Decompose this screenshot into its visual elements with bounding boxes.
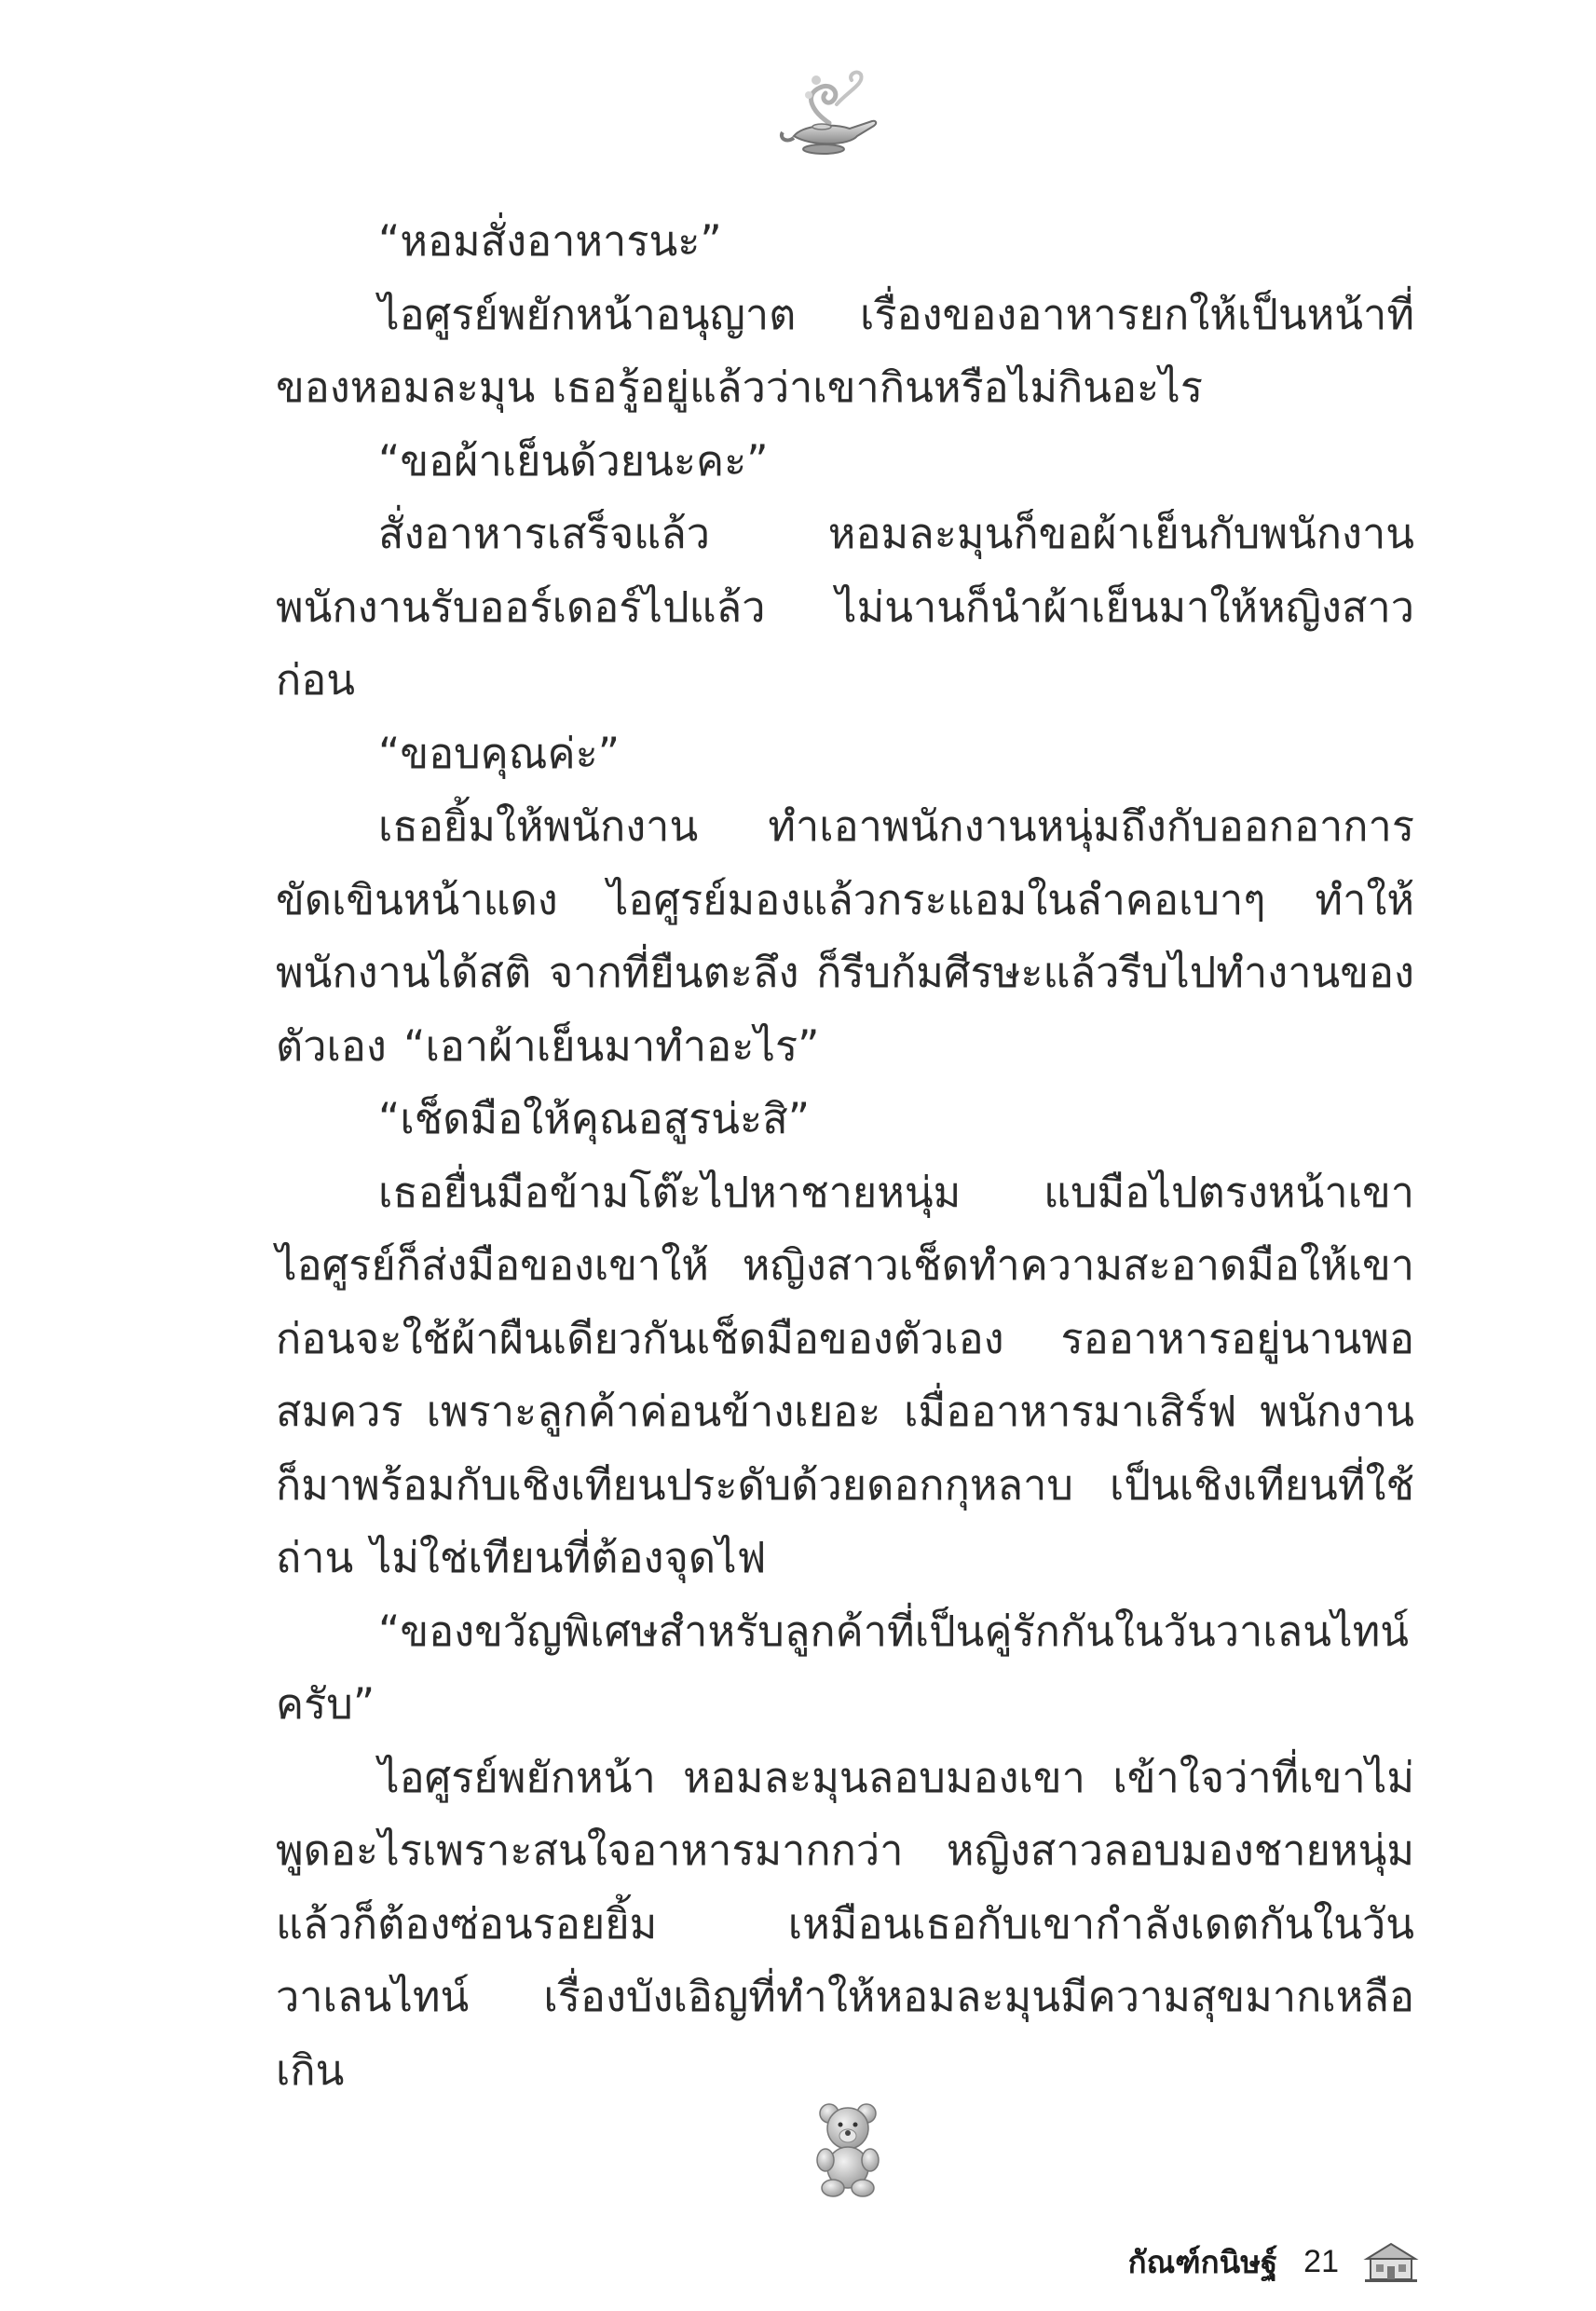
paragraph: ไอศูรย์พยักหน้า หอมละมุนลอบมองเขา เข้าใจว่าที่เขาไม่พูดอะไรเพราะสนใจอาหารมากกว่า หญิงสาวลอบมองชายหนุ่ม แล้วก็ต้องซ่อนรอยยิ้ม เหมือนเธอกับเขากำลังเดตกันในวันวาเลนไทน์ เรื่องบังเอิญที่ทำให้หอมละมุนมีความสุขมากเหลือเกิน	[276, 1752, 1414, 2095]
paragraph: สั่งอาหารเสร็จแล้ว หอมละมุนก็ขอผ้าเย็นกับพนักงาน พนักงานรับออร์เดอร์ไปแล้ว ไม่นานก็นำผ้าเย็นมาให้หญิงสาวก่อน	[276, 509, 1414, 704]
paragraph: เธอยื่นมือข้ามโต๊ะไปหาชายหนุ่ม แบมือไปตรงหน้าเขา ไอศูรย์ก็ส่งมือของเขาให้ หญิงสาวเช็ดทำความสะอาดมือให้เขา ก่อนจะใช้ผ้าผืนเดียวกันเช็ดมือของตัวเอง รออาหารอยู่นานพอสมควร เพราะลูกค้าค่อนข้างเยอะ เมื่ออาหารมาเสิร์ฟ พนักงานก็มาพร้อมกับเชิงเทียนประดับด้วยดอกกุหลาบ เป็นเชิงเทียนที่ใช้ถ่าน ไม่ใช่เทียนที่ต้องจุดไฟ	[276, 1167, 1414, 1582]
magic-lamp-icon	[775, 67, 887, 160]
paragraph: “เช็ดมือให้คุณอสูรน่ะสิ”	[378, 1094, 811, 1143]
paragraph: ไอศูรย์พยักหน้าอนุญาต เรื่องของอาหารยกให้เป็นหน้าที่ของหอมละมุน เธอรู้อยู่แล้วว่าเขากินหรือไม่กินอะไร	[276, 289, 1414, 412]
page-footer	[1128, 2238, 1419, 2285]
body-text	[276, 205, 1414, 2107]
paragraph: เธอยิ้มให้พนักงาน ทำเอาพนักงานหนุ่มถึงกับออกอาการขัดเขินหน้าแดง ไอศูรย์มองแล้วกระแอมในลำคอเบาๆ ทำให้พนักงานได้สติ จากที่ยืนตะลึง ก็รีบก้มศีรษะแล้วรีบไปทำงานของตัวเอง “เอาผ้าเย็นมาทำอะไร”	[276, 801, 1414, 1071]
paragraph: “หอมสั่งอาหารนะ”	[378, 216, 722, 266]
paragraph: “ขอผ้าเย็นด้วยนะคะ”	[378, 435, 769, 485]
paragraph: “ของขวัญพิเศษสำหรับลูกค้าที่เป็นคู่รักกันในวันวาเลนไทน์ครับ”	[276, 1606, 1410, 1729]
house-icon	[1363, 2240, 1419, 2283]
page-number: 21	[1303, 2243, 1339, 2279]
teddy-bear-icon	[801, 2097, 894, 2199]
paragraph: “ขอบคุณค่ะ”	[378, 728, 621, 778]
book-title: กัณฑ์กนิษฐ์	[1127, 2243, 1278, 2280]
